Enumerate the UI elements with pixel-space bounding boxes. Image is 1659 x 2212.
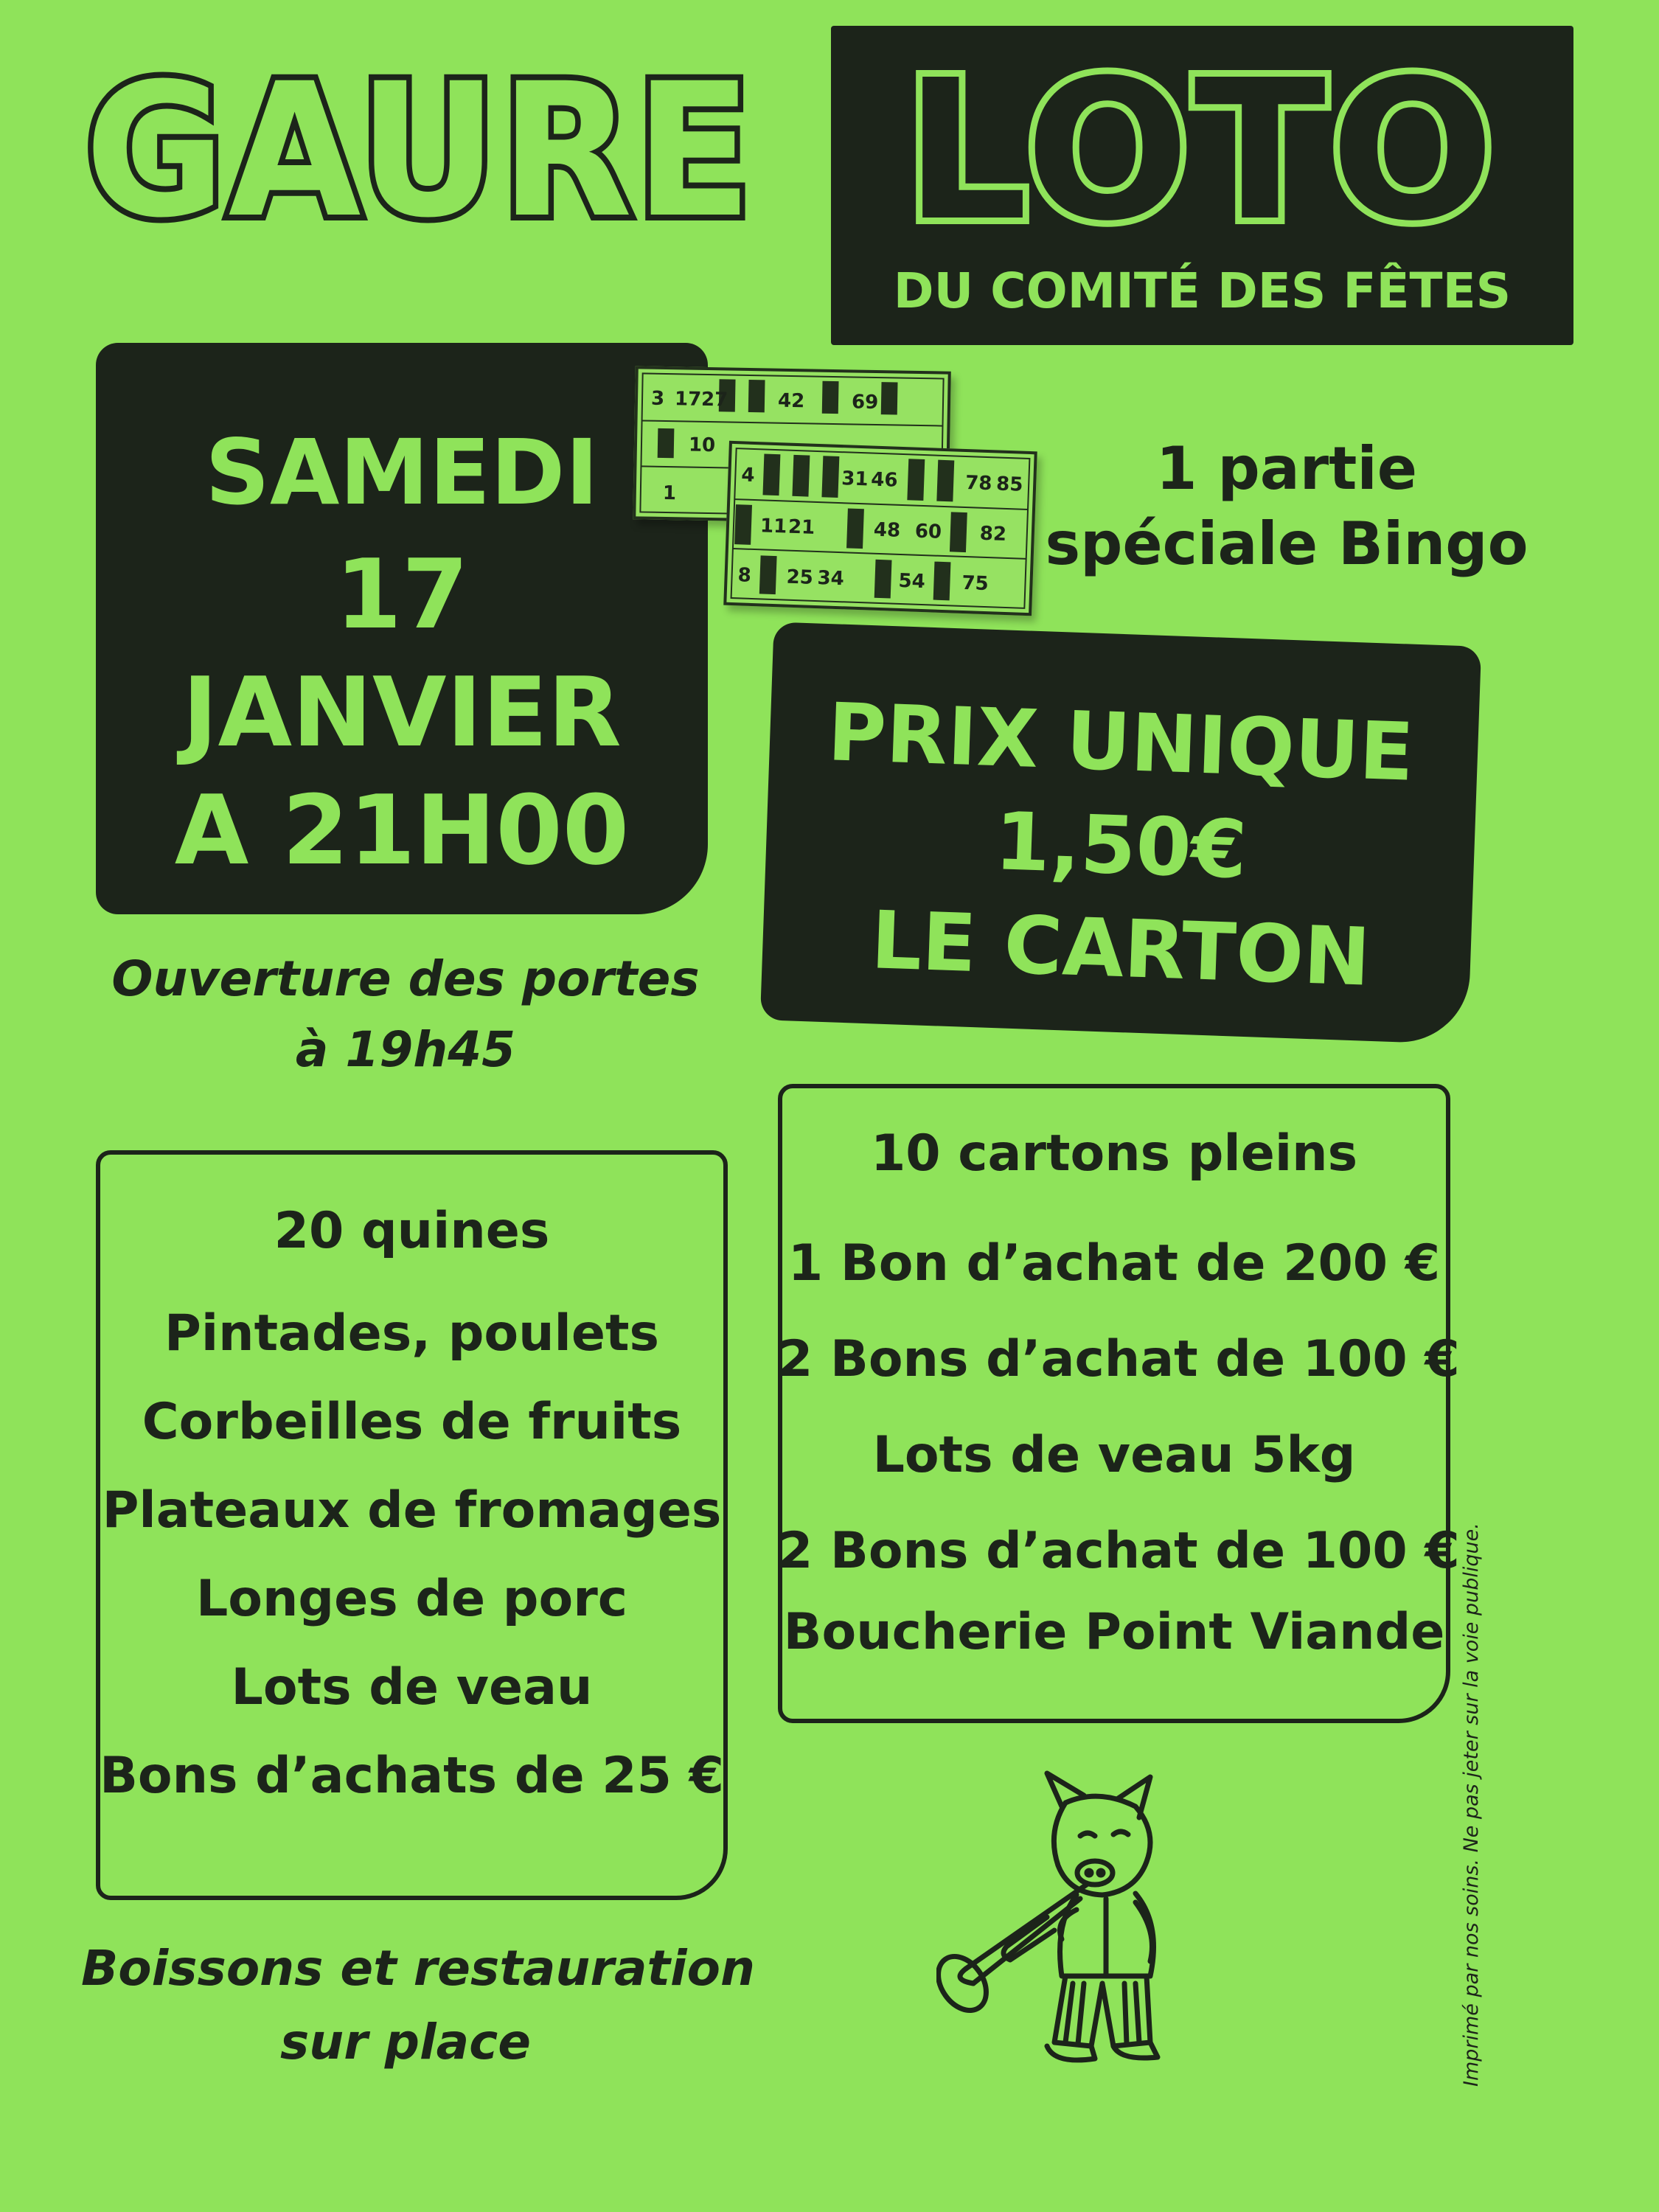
- list-item: Longes de porc: [195, 1570, 628, 1628]
- quines-list: [96, 1202, 728, 1820]
- quines-heading: 20 quines: [274, 1202, 550, 1260]
- bingo-front-num: 25: [786, 566, 814, 589]
- bingo-front-num: 60: [914, 520, 942, 543]
- bingo-back-num: 42: [777, 389, 805, 413]
- date-time: A 21H00: [174, 774, 630, 886]
- bingo-front-num: 31: [841, 467, 869, 491]
- bingo-card-front-grid: [726, 444, 1034, 613]
- price-value: 1,50€: [993, 796, 1248, 897]
- list-item: 2 Bons d’achat de 100 €: [778, 1522, 1460, 1580]
- list-item: Bons d’achats de 25 €: [100, 1747, 724, 1805]
- bingo-card-front: [723, 441, 1037, 616]
- cartons-list: [778, 1124, 1460, 1666]
- doors-open: [81, 944, 730, 1085]
- bingo-back-num: 3: [650, 387, 665, 410]
- doors-open-line2: à 19h45: [295, 1021, 516, 1078]
- drinks-info: [81, 1932, 755, 2079]
- bingo-front-num: 11: [759, 515, 787, 538]
- bingo-front-num: 54: [897, 569, 926, 594]
- cartons-heading: 10 cartons pleins: [870, 1124, 1358, 1183]
- bingo-back-num: 1: [662, 481, 677, 505]
- bingo-front-num: 75: [961, 571, 990, 596]
- bingo-front-num: 21: [787, 515, 815, 539]
- bingo-back-num: 27: [700, 388, 728, 411]
- title-loto: LOTO: [905, 38, 1499, 263]
- doors-open-line1: Ouverture des portes: [111, 950, 700, 1007]
- list-item: Pintades, poulets: [164, 1304, 659, 1363]
- drinks-line1: Boissons et restauration: [81, 1940, 755, 1997]
- date-month: JANVIER: [182, 656, 622, 768]
- price-unit: LE CARTON: [869, 894, 1372, 1004]
- list-item: Lots de veau: [231, 1658, 593, 1717]
- list-item: Corbeilles de fruits: [142, 1393, 682, 1451]
- list-item: 1 Bon d’achat de 200 €: [787, 1234, 1441, 1293]
- subtitle-comite: DU COMITÉ DES FÊTES: [893, 262, 1512, 319]
- bingo-front-num: 8: [737, 564, 752, 587]
- date-day: SAMEDI: [205, 420, 599, 525]
- bingo-special-line1: 1 partie: [1155, 434, 1418, 503]
- bingo-front-num: 46: [870, 468, 898, 492]
- drinks-line2: sur place: [279, 2014, 532, 2070]
- bingo-front-num: 48: [873, 518, 901, 542]
- pig-trombone-icon: [936, 1762, 1217, 2079]
- bingo-front-num: 82: [979, 522, 1007, 546]
- bingo-front-num: 34: [817, 567, 845, 591]
- title-gaure: GAURE: [85, 44, 755, 258]
- date-number: 17: [335, 538, 469, 650]
- bingo-special-line2: spéciale Bingo: [1045, 509, 1528, 578]
- list-item: Plateaux de fromages: [102, 1481, 722, 1540]
- print-notice: Imprimé par nos soins. Ne pas jeter sur la voie publique.: [1460, 1523, 1483, 2087]
- bingo-back-num: 10: [688, 434, 716, 457]
- bingo-front-num: 78: [964, 471, 992, 495]
- bingo-back-num: 17: [674, 388, 702, 411]
- price-label: PRIX UNIQUE: [826, 686, 1416, 799]
- list-item: 2 Bons d’achat de 100 €: [778, 1330, 1460, 1388]
- bingo-special: [1018, 431, 1556, 582]
- bingo-front-num: 4: [740, 464, 756, 487]
- list-item: Lots de veau 5kg: [872, 1426, 1356, 1484]
- list-item: Boucherie Point Viande: [783, 1603, 1445, 1661]
- bingo-front-num: 85: [995, 473, 1023, 496]
- bingo-back-num: 69: [851, 391, 879, 414]
